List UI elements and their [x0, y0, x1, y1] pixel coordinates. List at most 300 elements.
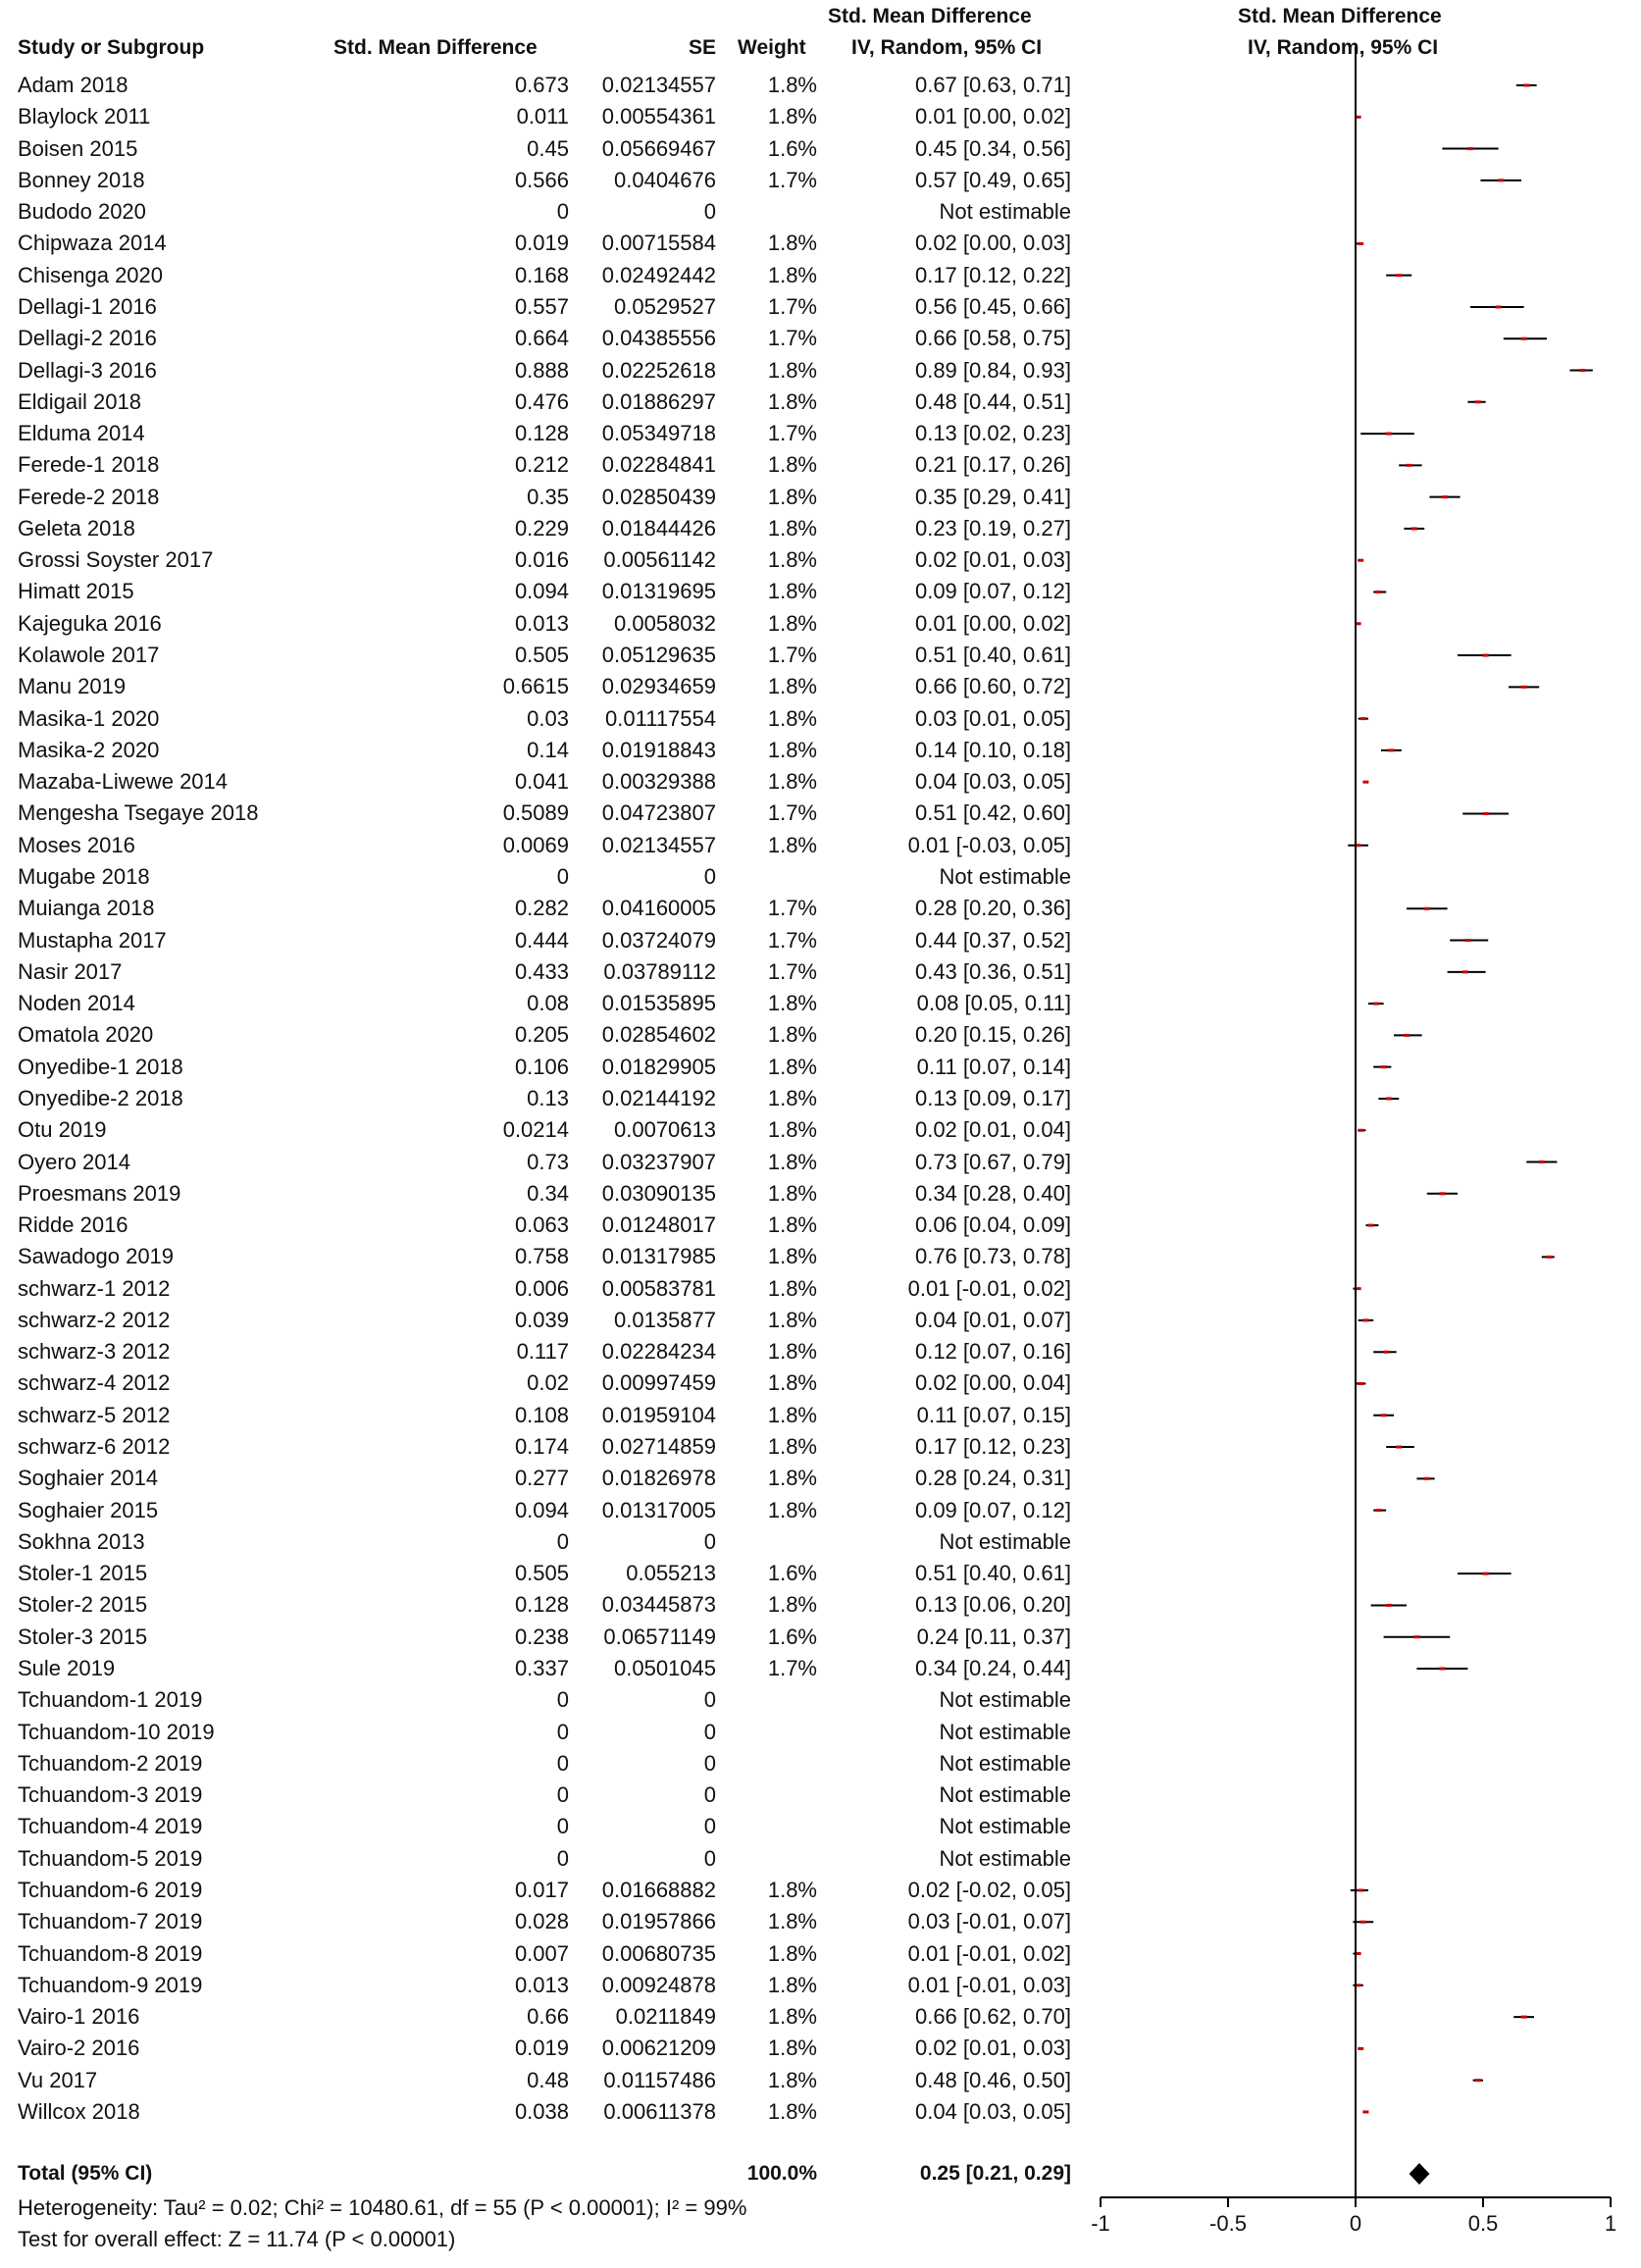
study-se: 0.04723807	[601, 800, 716, 825]
study-se: 0.01826978	[601, 1466, 716, 1490]
point-estimate	[1360, 1921, 1366, 1924]
study-weight: 1.8%	[767, 1055, 817, 1079]
point-estimate	[1547, 1256, 1553, 1259]
study-weight: 1.8%	[767, 263, 817, 287]
study-weight: 1.8%	[767, 389, 817, 414]
study-ci: Not estimable	[939, 864, 1071, 889]
study-name: Nasir 2017	[18, 959, 123, 984]
study-weight: 1.8%	[767, 1276, 817, 1301]
study-smd: 0.128	[514, 421, 569, 445]
point-estimate	[1358, 242, 1363, 245]
study-ci: 0.51 [0.42, 0.60]	[914, 800, 1071, 825]
study-name: Tchuandom-8 2019	[18, 1941, 203, 1966]
header-weight: Weight	[738, 36, 806, 59]
study-se: 0.03789112	[603, 959, 716, 984]
study-name: Muianga 2018	[18, 896, 155, 920]
point-estimate	[1521, 337, 1527, 340]
study-name: Moses 2016	[18, 833, 135, 857]
study-smd: 0.038	[514, 2099, 569, 2124]
study-smd: 0	[556, 1782, 569, 1807]
study-name: Willcox 2018	[18, 2099, 140, 2124]
study-ci: 0.06 [0.04, 0.09]	[914, 1212, 1071, 1237]
study-se: 0.05129635	[601, 643, 716, 667]
study-smd: 0	[556, 1814, 569, 1838]
study-se: 0.00611378	[603, 2099, 716, 2124]
study-ci: 0.01 [-0.01, 0.02]	[907, 1276, 1071, 1301]
study-weight: 1.8%	[767, 452, 817, 477]
study-se: 0.02714859	[601, 1434, 716, 1459]
study-name: Ridde 2016	[18, 1212, 128, 1237]
study-ci: 0.20 [0.15, 0.26]	[914, 1022, 1071, 1047]
study-se: 0.02134557	[601, 73, 716, 97]
study-smd: 0.017	[514, 1878, 569, 1902]
point-estimate	[1368, 1224, 1374, 1227]
study-smd: 0.444	[514, 928, 569, 953]
study-se: 0.0070613	[614, 1117, 716, 1142]
study-ci: 0.66 [0.60, 0.72]	[914, 674, 1071, 698]
study-ci: Not estimable	[939, 199, 1071, 224]
point-estimate	[1358, 1129, 1363, 1132]
study-ci: 0.01 [-0.01, 0.03]	[907, 1973, 1071, 1997]
point-estimate	[1411, 527, 1417, 530]
study-smd: 0.73	[527, 1150, 569, 1174]
study-se: 0.0058032	[614, 611, 716, 636]
study-se: 0.0135877	[614, 1308, 716, 1332]
study-smd: 0.5089	[502, 800, 569, 825]
study-se: 0.04160005	[601, 896, 716, 920]
study-ci: 0.44 [0.37, 0.52]	[914, 928, 1071, 953]
study-ci: Not estimable	[939, 1529, 1071, 1554]
point-estimate	[1396, 274, 1402, 277]
header-smd: Std. Mean Difference	[333, 36, 538, 59]
study-weight: 1.8%	[767, 1339, 817, 1364]
study-smd: 0.566	[514, 168, 569, 192]
study-smd: 0.007	[514, 1941, 569, 1966]
study-name: schwarz-4 2012	[18, 1370, 171, 1395]
point-estimate	[1424, 907, 1430, 910]
study-se: 0.03237907	[601, 1150, 716, 1174]
study-weight: 1.8%	[767, 516, 817, 541]
overall-effect-text: Test for overall effect: Z = 11.74 (P < 0.00001)	[18, 2227, 456, 2251]
study-name: Stoler-3 2015	[18, 1624, 148, 1649]
study-weight: 1.6%	[767, 1561, 817, 1585]
point-estimate	[1373, 1003, 1379, 1005]
study-weight: 1.7%	[767, 294, 817, 319]
point-estimate	[1439, 1668, 1445, 1671]
study-name: Onyedibe-1 2018	[18, 1055, 183, 1079]
study-smd: 0.758	[514, 1244, 569, 1268]
study-weight: 1.7%	[767, 643, 817, 667]
study-weight: 1.7%	[767, 168, 817, 192]
point-estimate	[1464, 939, 1470, 942]
study-smd: 0.013	[514, 1973, 569, 1997]
study-name: schwarz-1 2012	[18, 1276, 171, 1301]
study-name: Sawadogo 2019	[18, 1244, 175, 1268]
study-se: 0.00715584	[601, 231, 716, 255]
study-weight: 1.6%	[767, 136, 817, 161]
study-weight: 1.6%	[767, 1624, 817, 1649]
study-smd: 0.34	[527, 1181, 569, 1206]
study-weight: 1.8%	[767, 1308, 817, 1332]
study-ci: 0.13 [0.09, 0.17]	[914, 1086, 1071, 1110]
study-se: 0.06571149	[603, 1624, 716, 1649]
header-plot-top: Std. Mean Difference	[1238, 5, 1442, 27]
study-se: 0.055213	[626, 1561, 716, 1585]
study-ci: 0.04 [0.03, 0.05]	[914, 2099, 1071, 2124]
study-weight: 1.7%	[767, 896, 817, 920]
point-estimate	[1439, 1192, 1445, 1195]
study-weight: 1.8%	[767, 1466, 817, 1490]
study-name: Ferede-2 2018	[18, 485, 160, 509]
study-name: Vairo-2 2016	[18, 2036, 140, 2060]
study-name: Kolawole 2017	[18, 643, 160, 667]
study-weight: 1.8%	[767, 579, 817, 603]
study-ci: 0.01 [0.00, 0.02]	[914, 611, 1071, 636]
study-weight: 1.8%	[767, 1941, 817, 1966]
study-name: Adam 2018	[18, 73, 128, 97]
study-name: Chisenga 2020	[18, 263, 164, 287]
study-ci: 0.23 [0.19, 0.27]	[914, 516, 1071, 541]
study-name: Tchuandom-3 2019	[18, 1782, 203, 1807]
point-estimate	[1483, 812, 1489, 815]
header-col-smd-top: Std. Mean Difference	[828, 5, 1032, 27]
study-weight: 1.8%	[767, 2099, 817, 2124]
point-estimate	[1358, 1382, 1363, 1385]
study-smd: 0	[556, 1720, 569, 1744]
study-name: Manu 2019	[18, 674, 127, 698]
study-name: Boisen 2015	[18, 136, 138, 161]
study-name: Masika-1 2020	[18, 706, 160, 731]
study-weight: 1.8%	[767, 1181, 817, 1206]
study-name: Proesmans 2019	[18, 1181, 181, 1206]
study-weight: 1.8%	[767, 1370, 817, 1395]
point-estimate	[1386, 1097, 1392, 1100]
study-smd: 0.106	[514, 1055, 569, 1079]
study-se: 0.00997459	[601, 1370, 716, 1395]
study-se: 0.03090135	[601, 1181, 716, 1206]
study-se: 0.00554361	[601, 104, 716, 129]
study-weight: 1.8%	[767, 2004, 817, 2029]
study-se: 0.01959104	[601, 1403, 716, 1427]
study-smd: 0	[556, 199, 569, 224]
point-estimate	[1424, 1477, 1430, 1480]
study-name: Chipwaza 2014	[18, 231, 167, 255]
study-ci: 0.03 [0.01, 0.05]	[914, 706, 1071, 731]
heterogeneity-text: Heterogeneity: Tau² = 0.02; Chi² = 10480.61, df = 55 (P < 0.00001); I² = 99%	[18, 2195, 747, 2220]
point-estimate	[1383, 1351, 1389, 1354]
study-ci: 0.17 [0.12, 0.22]	[914, 263, 1071, 287]
study-ci: 0.43 [0.36, 0.51]	[914, 959, 1071, 984]
study-se: 0	[703, 1814, 716, 1838]
point-estimate	[1375, 591, 1381, 593]
point-estimate	[1483, 1572, 1489, 1575]
x-tick-label: 0	[1349, 2211, 1362, 2236]
study-weight: 1.8%	[767, 1592, 817, 1617]
study-weight: 1.8%	[767, 547, 817, 572]
study-smd: 0.168	[514, 263, 569, 287]
study-ci: 0.89 [0.84, 0.93]	[914, 358, 1071, 383]
study-name: Soghaier 2015	[18, 1498, 159, 1522]
study-smd: 0	[556, 1529, 569, 1554]
x-tick-label: -1	[1091, 2211, 1110, 2236]
study-name: Noden 2014	[18, 991, 135, 1015]
study-name: Tchuandom-1 2019	[18, 1687, 203, 1712]
study-se: 0.02144192	[601, 1086, 716, 1110]
point-estimate	[1467, 147, 1473, 150]
study-ci: Not estimable	[939, 1846, 1071, 1871]
header-ci-bottom: IV, Random, 95% CI	[851, 36, 1043, 59]
study-se: 0.0501045	[614, 1656, 716, 1680]
study-smd: 0.505	[514, 1561, 569, 1585]
study-smd: 0.019	[514, 231, 569, 255]
study-name: Geleta 2018	[18, 516, 135, 541]
study-weight: 1.8%	[767, 1878, 817, 1902]
study-smd: 0.433	[514, 959, 569, 984]
study-smd: 0.35	[527, 485, 569, 509]
point-estimate	[1475, 2079, 1481, 2082]
study-ci: 0.14 [0.10, 0.18]	[914, 738, 1071, 762]
study-weight: 1.8%	[767, 231, 817, 255]
point-estimate	[1475, 400, 1481, 403]
study-name: Mustapha 2017	[18, 928, 167, 953]
study-se: 0.03445873	[601, 1592, 716, 1617]
study-ci: Not estimable	[939, 1720, 1071, 1744]
point-estimate	[1404, 1034, 1410, 1037]
study-name: Himatt 2015	[18, 579, 134, 603]
study-smd: 0.6615	[502, 674, 569, 698]
study-smd: 0	[556, 864, 569, 889]
study-smd: 0.108	[514, 1403, 569, 1427]
study-ci: 0.01 [0.00, 0.02]	[914, 104, 1071, 129]
study-ci: Not estimable	[939, 1814, 1071, 1838]
study-weight: 1.8%	[767, 1117, 817, 1142]
study-weight: 1.8%	[767, 1498, 817, 1522]
study-ci: 0.02 [0.00, 0.03]	[914, 231, 1071, 255]
study-se: 0	[703, 1529, 716, 1554]
study-weight: 1.8%	[767, 833, 817, 857]
point-estimate	[1496, 305, 1502, 308]
study-ci: 0.03 [-0.01, 0.07]	[907, 1909, 1071, 1933]
point-estimate	[1381, 1414, 1387, 1417]
study-weight: 1.8%	[767, 104, 817, 129]
study-ci: 0.28 [0.20, 0.36]	[914, 896, 1071, 920]
study-weight: 1.8%	[767, 738, 817, 762]
study-smd: 0.505	[514, 643, 569, 667]
study-name: Dellagi-3 2016	[18, 358, 157, 383]
study-name: Vu 2017	[18, 2068, 98, 2092]
study-weight: 1.8%	[767, 1909, 817, 1933]
study-smd: 0.13	[527, 1086, 569, 1110]
study-se: 0.02934659	[601, 674, 716, 698]
study-ci: 0.17 [0.12, 0.23]	[914, 1434, 1071, 1459]
study-ci: 0.02 [0.01, 0.03]	[914, 547, 1071, 572]
study-weight: 1.7%	[767, 959, 817, 984]
study-weight: 1.8%	[767, 1150, 817, 1174]
study-ci: 0.04 [0.01, 0.07]	[914, 1308, 1071, 1332]
point-estimate	[1539, 1160, 1545, 1163]
study-name: schwarz-3 2012	[18, 1339, 171, 1364]
study-ci: 0.24 [0.11, 0.37]	[916, 1624, 1071, 1649]
study-name: Mazaba-Liwewe 2014	[18, 769, 229, 794]
study-smd: 0.48	[527, 2068, 569, 2092]
study-ci: Not estimable	[939, 1687, 1071, 1712]
point-estimate	[1579, 369, 1585, 372]
study-name: Eldigail 2018	[18, 389, 141, 414]
study-weight: 1.8%	[767, 674, 817, 698]
study-smd: 0.094	[514, 1498, 569, 1522]
study-se: 0.02284841	[601, 452, 716, 477]
study-smd: 0.238	[514, 1624, 569, 1649]
study-ci: 0.51 [0.40, 0.61]	[914, 1561, 1071, 1585]
study-name: Tchuandom-10 2019	[18, 1720, 215, 1744]
point-estimate	[1358, 559, 1363, 562]
study-ci: 0.09 [0.07, 0.12]	[914, 1498, 1071, 1522]
study-name: Tchuandom-6 2019	[18, 1878, 203, 1902]
study-name: Elduma 2014	[18, 421, 145, 445]
study-ci: 0.04 [0.03, 0.05]	[914, 769, 1071, 794]
study-smd: 0.888	[514, 358, 569, 383]
study-ci: 0.13 [0.02, 0.23]	[914, 421, 1071, 445]
study-weight: 1.8%	[767, 769, 817, 794]
study-name: Oyero 2014	[18, 1150, 130, 1174]
study-se: 0	[703, 1687, 716, 1712]
study-ci: 0.11 [0.07, 0.14]	[916, 1055, 1071, 1079]
point-estimate	[1521, 2016, 1527, 2019]
study-ci: 0.73 [0.67, 0.79]	[914, 1150, 1071, 1174]
study-name: schwarz-6 2012	[18, 1434, 171, 1459]
study-weight: 1.8%	[767, 1244, 817, 1268]
study-weight: 1.8%	[767, 1434, 817, 1459]
study-weight: 1.7%	[767, 928, 817, 953]
study-weight: 1.7%	[767, 421, 817, 445]
study-ci: 0.02 [0.01, 0.04]	[914, 1117, 1071, 1142]
study-weight: 1.7%	[767, 1656, 817, 1680]
point-estimate	[1362, 781, 1368, 784]
study-name: Tchuandom-4 2019	[18, 1814, 203, 1838]
study-smd: 0.229	[514, 516, 569, 541]
study-smd: 0.66	[527, 2004, 569, 2029]
study-ci: 0.66 [0.62, 0.70]	[914, 2004, 1071, 2029]
point-estimate	[1386, 1604, 1392, 1607]
study-se: 0.00329388	[601, 769, 716, 794]
study-weight: 1.8%	[767, 1212, 817, 1237]
study-se: 0.05669467	[601, 136, 716, 161]
point-estimate	[1498, 179, 1504, 181]
point-estimate	[1407, 464, 1412, 467]
study-ci: 0.01 [-0.03, 0.05]	[907, 833, 1071, 857]
study-smd: 0.117	[516, 1339, 569, 1364]
study-name: Kajeguka 2016	[18, 611, 162, 636]
point-estimate	[1483, 654, 1489, 657]
study-smd: 0.0069	[502, 833, 569, 857]
study-name: Vairo-1 2016	[18, 2004, 140, 2029]
study-name: Dellagi-2 2016	[18, 326, 157, 350]
study-smd: 0.041	[514, 769, 569, 794]
study-name: Bonney 2018	[18, 168, 145, 192]
study-se: 0.00583781	[601, 1276, 716, 1301]
point-estimate	[1388, 748, 1394, 751]
study-se: 0.02850439	[601, 485, 716, 509]
header-plot-bottom: IV, Random, 95% CI	[1248, 36, 1439, 59]
study-ci: 0.28 [0.24, 0.31]	[914, 1466, 1071, 1490]
study-weight: 1.8%	[767, 611, 817, 636]
study-ci: 0.66 [0.58, 0.75]	[914, 326, 1071, 350]
study-name: Masika-2 2020	[18, 738, 160, 762]
point-estimate	[1386, 433, 1392, 436]
study-se: 0.01535895	[601, 991, 716, 1015]
study-ci: 0.35 [0.29, 0.41]	[914, 485, 1071, 509]
study-weight: 1.8%	[767, 1086, 817, 1110]
study-ci: 0.08 [0.05, 0.11]	[916, 991, 1071, 1015]
study-ci: 0.02 [0.00, 0.04]	[914, 1370, 1071, 1395]
study-name: Stoler-1 2015	[18, 1561, 148, 1585]
study-smd: 0.664	[514, 326, 569, 350]
study-ci: 0.34 [0.28, 0.40]	[914, 1181, 1071, 1206]
study-weight: 1.8%	[767, 2068, 817, 2092]
study-weight: 1.8%	[767, 1973, 817, 1997]
study-se: 0.01918843	[601, 738, 716, 762]
study-smd: 0	[556, 1751, 569, 1776]
study-se: 0	[703, 864, 716, 889]
x-tick-label: 0.5	[1467, 2211, 1499, 2236]
study-ci: 0.76 [0.73, 0.78]	[914, 1244, 1071, 1268]
study-ci: 0.02 [-0.02, 0.05]	[907, 1878, 1071, 1902]
study-smd: 0.282	[514, 896, 569, 920]
study-se: 0.00680735	[601, 1941, 716, 1966]
total-label: Total (95% CI)	[18, 2162, 153, 2185]
study-ci: 0.12 [0.07, 0.16]	[914, 1339, 1071, 1364]
study-se: 0.02492442	[601, 263, 716, 287]
study-weight: 1.7%	[767, 800, 817, 825]
study-se: 0.01117554	[605, 706, 716, 731]
study-se: 0	[703, 199, 716, 224]
study-name: Ferede-1 2018	[18, 452, 160, 477]
header-study: Study or Subgroup	[18, 36, 205, 59]
study-se: 0.01317005	[601, 1498, 716, 1522]
study-smd: 0.557	[514, 294, 569, 319]
study-se: 0.01829905	[601, 1055, 716, 1079]
study-se: 0.01886297	[601, 389, 716, 414]
study-se: 0.00561142	[603, 547, 716, 572]
point-estimate	[1362, 2110, 1368, 2113]
study-smd: 0.006	[514, 1276, 569, 1301]
study-se: 0.01844426	[601, 516, 716, 541]
study-ci: 0.48 [0.44, 0.51]	[914, 389, 1071, 414]
study-name: Grossi Soyster 2017	[18, 547, 214, 572]
study-smd: 0.128	[514, 1592, 569, 1617]
study-name: Soghaier 2014	[18, 1466, 159, 1490]
study-se: 0.02252618	[601, 358, 716, 383]
study-se: 0.02284234	[601, 1339, 716, 1364]
study-smd: 0.205	[514, 1022, 569, 1047]
study-smd: 0.039	[514, 1308, 569, 1332]
study-smd: 0.174	[514, 1434, 569, 1459]
study-ci: 0.56 [0.45, 0.66]	[914, 294, 1071, 319]
point-estimate	[1375, 1509, 1381, 1512]
point-estimate	[1381, 1065, 1387, 1068]
study-se: 0.01319695	[601, 579, 716, 603]
study-ci: 0.13 [0.06, 0.20]	[914, 1592, 1071, 1617]
header-se: SE	[688, 36, 716, 59]
study-name: schwarz-5 2012	[18, 1403, 171, 1427]
study-smd: 0.45	[527, 136, 569, 161]
study-name: schwarz-2 2012	[18, 1308, 171, 1332]
study-weight: 1.8%	[767, 1403, 817, 1427]
study-name: Omatola 2020	[18, 1022, 154, 1047]
study-se: 0.01248017	[601, 1212, 716, 1237]
study-smd: 0.019	[514, 2036, 569, 2060]
study-smd: 0.011	[516, 104, 569, 129]
